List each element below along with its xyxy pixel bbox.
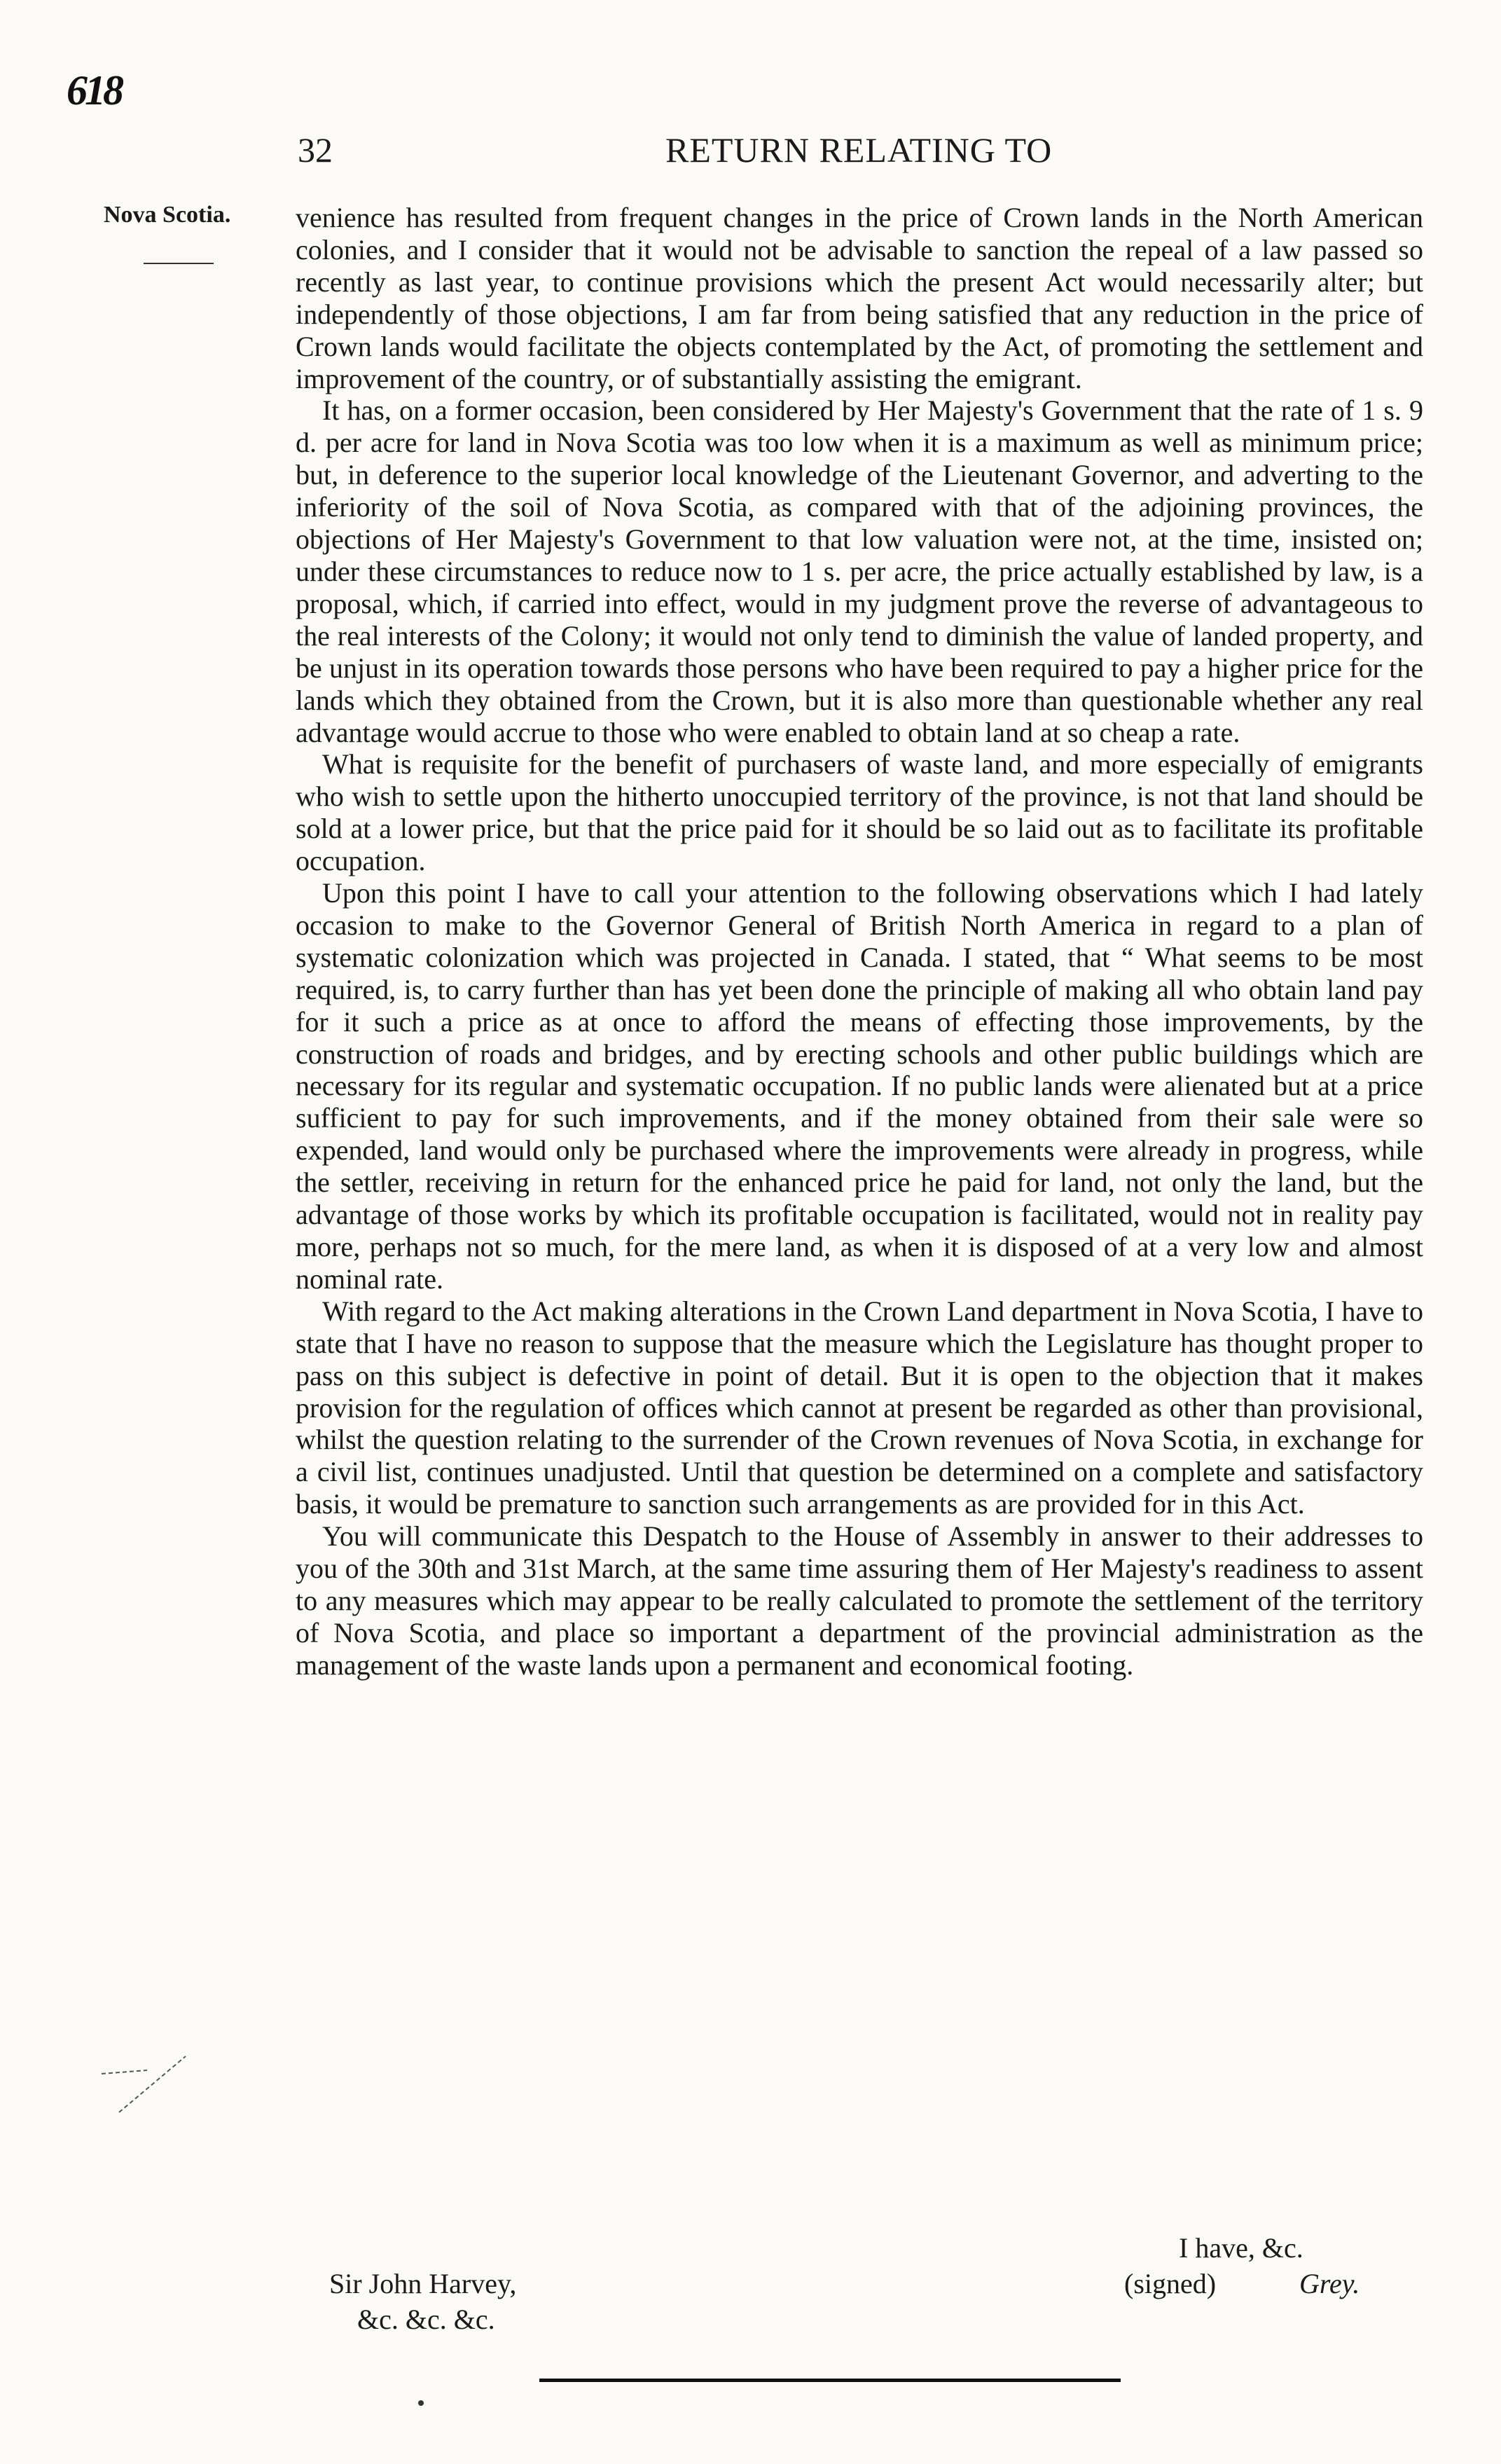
handwritten-page-mark: 618 — [67, 67, 121, 113]
paragraph-6: You will communicate this Despatch to the House of Assembly in answer to their addresses to you of the 30th and 31st March, at the same time assuring them of Her Majesty's readiness to assent to any measures which may appear to be really calculated to promote the settlement of the territory of Nova Scotia, and place so important a department of the provincial administration as the management of the waste lands upon a permanent and economical footing. — [296, 1520, 1423, 1681]
addressee-name: Sir John Harvey, — [329, 2268, 517, 2299]
margin-rule — [144, 263, 214, 264]
paragraph-1: venience has resulted from frequent changes in the price of Crown lands in the North American colonies, and I consider that it would not be advisable to sanction the repeal of a law passed so recently as last year, to continue provisions which the present Act would necessarily alter; but independently of those objections, I am far from being satisfied that any reduction in the price of Crown lands would facilitate the objects contemplated by the Act, of promoting the settlement and improvement of the country, or of substantially assisting the emigrant. — [296, 202, 1423, 394]
paragraph-4: Upon this point I have to call your attention to the following observations which I had lately occasion to make to the Governor General of British North America in regard to a plan of systematic colonization which was projected in Canada. I stated, that “ What seems to be most required, is, to carry further than has yet been done the principle of making all who obtain land pay for it such a price as at once to afford the means of effecting those improvements, by the construction of roads and bridges, and by erecting schools and other public buildings which are necessary for its regular and systematic occupation. If no public lands were alienated but at a price sufficient to pay for such improvements, and if the money obtained from their sale were so expended, land would only be purchased where the improvements were already in progress, while the settler, receiving in return for the enhanced price he paid for land, not only the land, but the advantage of those works by which its profitable occupation is facilitated, would not in reality pay more, perhaps not so much, for the mere land, as when it is disposed of at a very low and almost nominal rate. — [296, 877, 1423, 1295]
body-text — [296, 202, 1423, 1681]
footer-rule — [539, 2379, 1121, 2382]
footer-dot — [418, 2400, 424, 2406]
paragraph-5: With regard to the Act making alterations in the Crown Land department in Nova Scotia, I have to state that I have no reason to suppose that the measure which the Legislature has thought proper to pass on this subject is defective in point of detail. But it is open to the objection that it makes provision for the regulation of offices which cannot at present be regarded as other than provisional, whilst the question relating to the surrender of the Crown revenues of Nova Scotia, in exchange for a civil list, continues unadjusted. Until that question be determined on a complete and satisfactory basis, it would be premature to sanction such arrangements as are provided for in this Act. — [296, 1295, 1423, 1520]
page-number: 32 — [298, 130, 333, 170]
margin-note: Nova Scotia. — [104, 202, 231, 228]
paragraph-3: What is requisite for the benefit of purchasers of waste land, and more especially of emigrants who wish to settle upon the hitherto unoccupied territory of the province, is not that land should be sold at a lower price, but that the price paid for it should be so laid out as to facilitate its profitable occupation. — [296, 748, 1423, 877]
addressee-etc: &c. &c. &c. — [357, 2304, 495, 2335]
margin-pencil-mark — [98, 2042, 196, 2119]
closing-signature: Grey. — [1299, 2268, 1360, 2299]
closing-signed: (signed) — [1124, 2268, 1217, 2299]
running-title: RETURN RELATING TO — [665, 130, 1053, 170]
paragraph-2: It has, on a former occasion, been considered by Her Majesty's Government that the rate of 1 s. 9 d. per acre for land in Nova Scotia was too low when it is a maximum as well as minimum price; but, in deference to the superior local knowledge of the Lieutenant Governor, and adverting to the inferiority of the soil of Nova Scotia, as compared with that of the adjoining provinces, the objections of Her Majesty's Government to that low valuation were not, at the time, insisted on; under these circumstances to reduce now to 1 s. per acre, the price actually established by law, is a proposal, which, if carried into effect, would in my judgment prove the reverse of advantageous to the real interests of the Colony; it would not only tend to diminish the value of landed property, and be unjust in its operation towards those persons who have been required to pay a higher price for the lands which they obtained from the Crown, but it is also more than questionable whether any real advantage would accrue to those who were enabled to obtain land at so cheap a rate. — [296, 394, 1423, 748]
closing-i-have: I have, &c. — [1179, 2232, 1303, 2264]
